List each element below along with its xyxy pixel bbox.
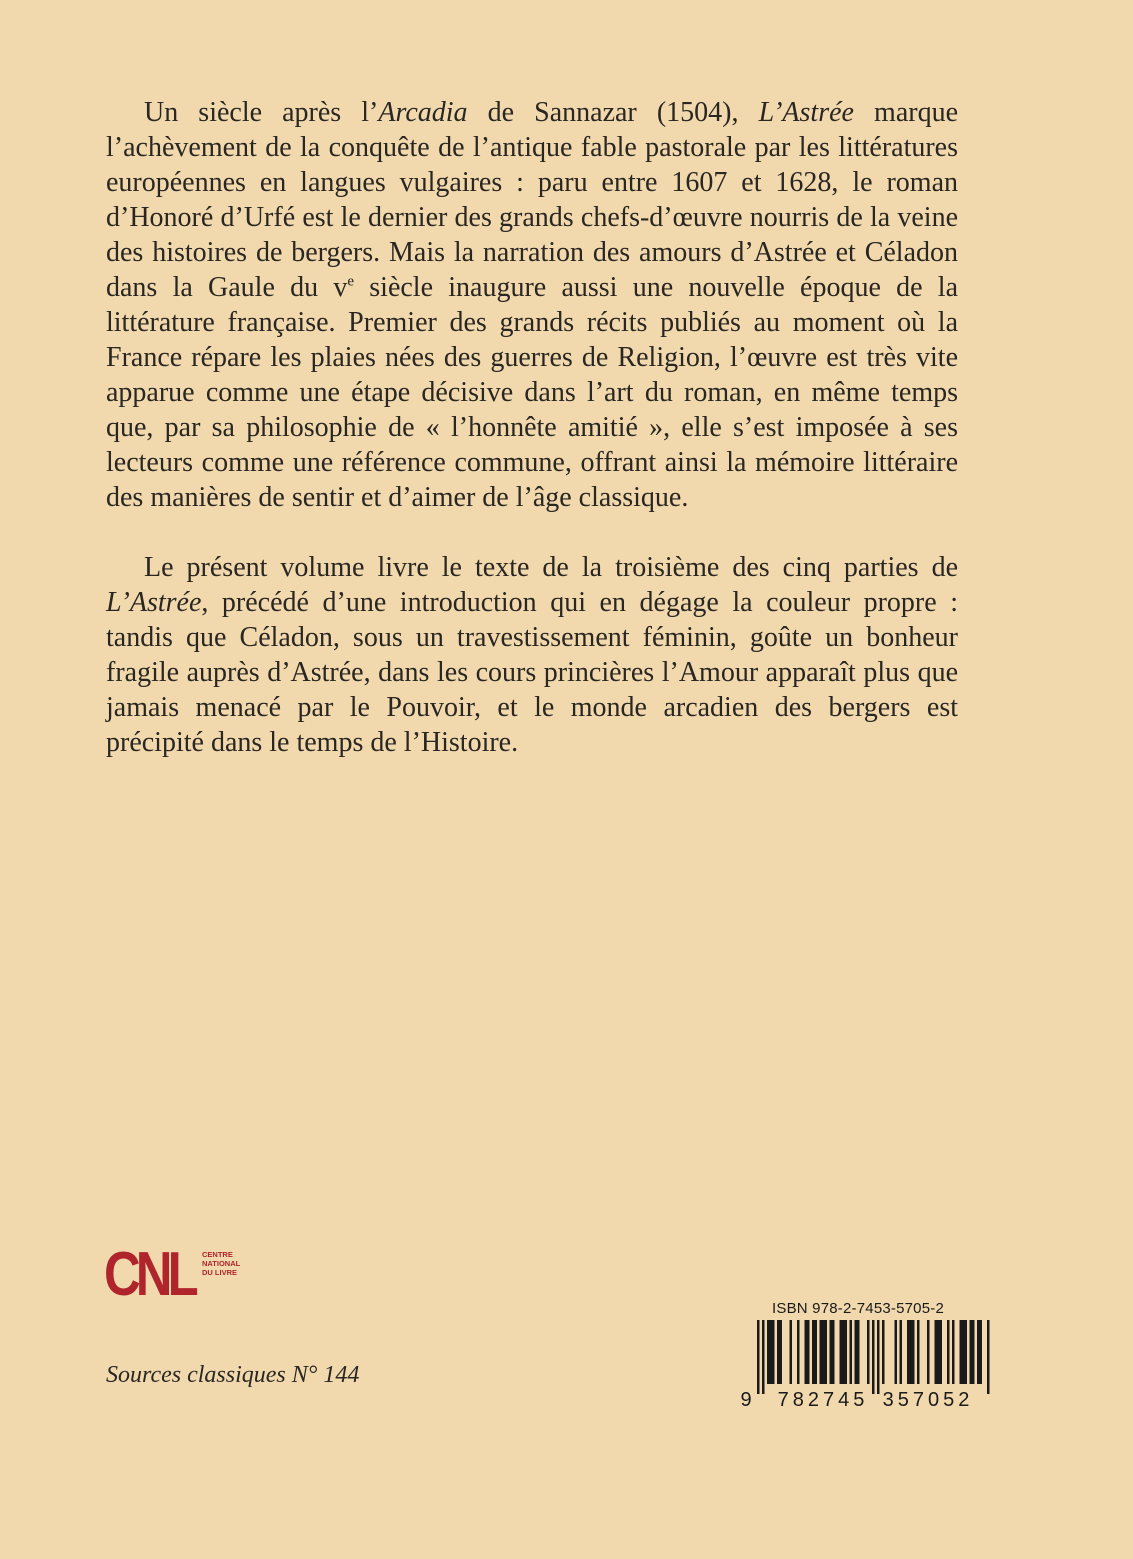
barcode-bar [900, 1320, 903, 1384]
barcode-bar [855, 1320, 858, 1384]
barcode-bar [807, 1320, 810, 1384]
text-run: Le présent volume livre le texte de la troisième des cinq parties de [144, 552, 958, 583]
superscript: e [347, 273, 355, 290]
barcode-bar [962, 1320, 965, 1384]
barcode-bar [877, 1320, 880, 1394]
barcode-bars [757, 1320, 990, 1394]
barcode-bar [935, 1320, 938, 1384]
barcode-bar [965, 1320, 968, 1384]
barcode-bar [882, 1320, 885, 1384]
barcode-bar [777, 1320, 780, 1384]
barcode-bar [797, 1320, 800, 1384]
barcode-bar [972, 1320, 975, 1384]
barcode-bar [815, 1320, 818, 1384]
barcode-bar [907, 1320, 910, 1384]
barcode-bar [845, 1320, 848, 1384]
barcode-bar [937, 1320, 940, 1384]
barcode-bar [842, 1320, 845, 1384]
barcode-bar [772, 1320, 775, 1384]
barcode-bar [762, 1320, 765, 1394]
barcode-bar [927, 1320, 930, 1384]
barcode-bar [940, 1320, 943, 1384]
barcode-bar [757, 1320, 760, 1394]
barcode-bar [840, 1320, 843, 1384]
barcode-bar [850, 1320, 853, 1384]
barcode-digits-right: 357052 [882, 1389, 974, 1410]
barcode-bar [987, 1320, 990, 1394]
barcode-bar [947, 1320, 950, 1384]
blurb-paragraph-2 [106, 550, 958, 760]
barcode-bar [805, 1320, 808, 1384]
cnl-logo [104, 1240, 254, 1310]
barcode-bar [867, 1320, 870, 1384]
barcode-bar [970, 1320, 973, 1384]
barcode-bar [822, 1320, 825, 1384]
barcode-bar [857, 1320, 860, 1384]
barcode-bar [770, 1320, 773, 1384]
cnl-logo-line-3: DU LIVRE [202, 1268, 238, 1277]
barcode-digits-left: 782745 [777, 1389, 869, 1410]
barcode-bar [912, 1320, 915, 1384]
barcode-digit-first: 9 [740, 1389, 752, 1410]
text-run: marque l’achèvement de la conquête de l’antique fable pastorale par les littératures européennes en langues vulgaires : paru entre 1607 et 1628, le roman d’Honoré d’Urfé est le dernier des grands chefs-d’œuvre nourris de la veine des histoires de bergers. Mais la narration des amours d’Astrée et Céladon dans la Gaule du v [106, 97, 959, 303]
blurb-paragraph-1 [106, 95, 958, 515]
barcode-bar [780, 1320, 783, 1384]
barcode-bar [960, 1320, 963, 1384]
italic-title: Arcadia [378, 97, 468, 128]
text-run: de Sannazar (1504), [467, 97, 759, 128]
barcode-bar [820, 1320, 823, 1384]
barcode-bar [767, 1320, 770, 1384]
barcode-bar [825, 1320, 828, 1384]
isbn-label: ISBN 978-2-7453-5705-2 [772, 1300, 945, 1317]
barcode-bar [812, 1320, 815, 1384]
barcode-graphic [738, 1320, 990, 1410]
italic-title: L’Astrée [106, 587, 202, 618]
text-run: Un siècle après l’ [144, 97, 379, 128]
barcode-bar [952, 1320, 955, 1384]
series-label: Sources classiques N° 144 [106, 1362, 360, 1388]
cnl-logo-letters: CNL [104, 1240, 194, 1310]
text-run: , précédé d’une introduction qui en dégage la couleur propre : tandis que Céladon, sous un travestissement féminin, goûte un bonheur fragile auprès d’Astrée, dans les cours princières l’Amour apparaît plus que jamais menacé par le Pouvoir, et le monde arcadien des bergers est précipité dans le temps de l’Histoire. [106, 587, 958, 758]
cnl-logo-line-2: NATIONAL [202, 1259, 241, 1268]
text-run: siècle inaugure aussi une nouvelle époque de la littérature française. Premier des grands récits publiés au moment où la France répare les plaies nées des guerres de Religion, l’œuvre est très vite apparue comme une étape décisive dans l’art du roman, en même temps que, par sa philosophie de « l’honnête amitié », elle s’est imposée à ses lecteurs comme une référence commune, offrant ainsi la mémoire littéraire des manières de sentir et d’aimer de l’âge classique. [106, 272, 958, 513]
barcode-bar [832, 1320, 835, 1384]
barcode-bar [895, 1320, 898, 1384]
barcode-bar [917, 1320, 920, 1384]
back-cover-blurb [106, 95, 958, 760]
cnl-logo-line-1: CENTRE [202, 1250, 233, 1259]
barcode-bar [830, 1320, 833, 1384]
italic-title: L’Astrée [758, 97, 854, 128]
barcode-bar [980, 1320, 983, 1384]
barcode-bar [872, 1320, 875, 1394]
barcode-bar [977, 1320, 980, 1384]
barcode-bar [790, 1320, 793, 1384]
barcode-bar [910, 1320, 913, 1384]
